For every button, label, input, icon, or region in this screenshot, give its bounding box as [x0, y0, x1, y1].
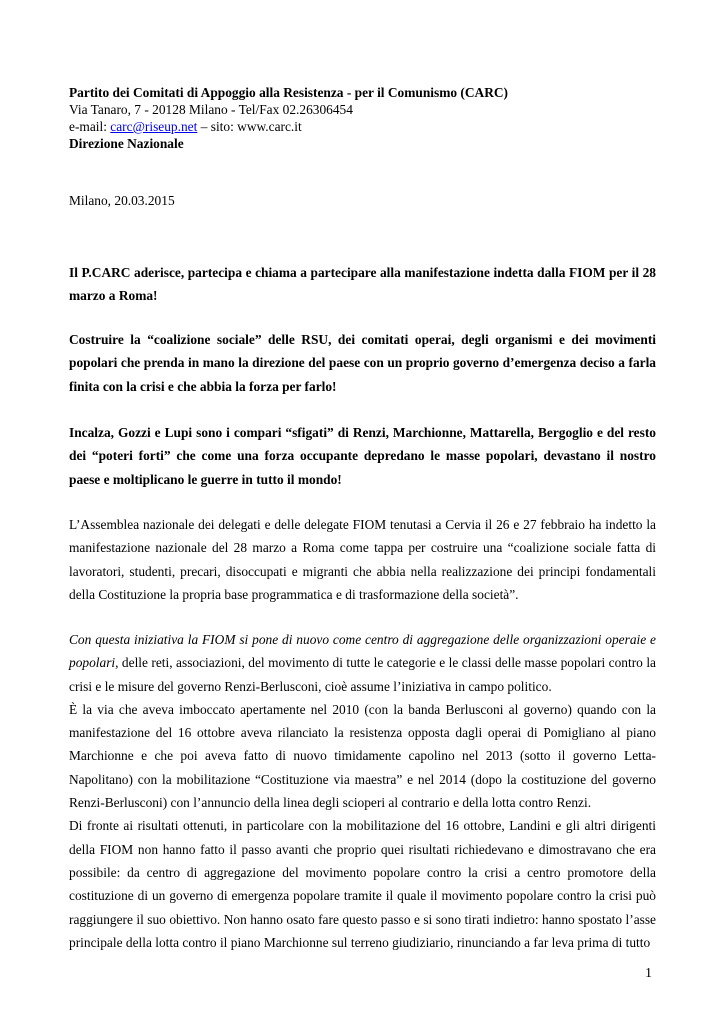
- paragraph-text: L’Assemblea nazionale dei delegati e delle delegate FIOM tenutasi a Cervia il 26 e 27 febbraio ha indetto la manifestazione nazionale del 28 marzo a Roma come tappa per costruire una “coalizione sociale fatta di lavoratori, studenti, precari, disoccupati e migranti che abbia nella realizzazione dei principi fondamentali della Costituzione la propria base programmatica e di trasformazione della società”.: [69, 517, 656, 602]
- email-link[interactable]: carc@riseup.net: [110, 119, 198, 134]
- paragraph-2: [69, 628, 656, 698]
- email-label: e-mail:: [69, 119, 111, 134]
- letterhead: [69, 84, 669, 152]
- paragraph-1: [69, 513, 656, 606]
- page-number: 1: [645, 966, 652, 981]
- organization-name: Partito dei Comitati di Appoggio alla Resistenza - per il Comunismo (CARC): [69, 85, 509, 100]
- paragraph-3: È la via che aveva imboccato apertamente nel 2010 (con la banda Berlusconi al governo) quando con la manifestazione del 16 ottobre aveva rilanciato la resistenza opposta dagli operai di Pomigliano al piano Marchionne e che poi aveva fatto di nuovo timidamente capolino nel 2013 (sotto il governo Letta-Napolitano) con la mobilitazione “Costituzione via maestra” e nel 2014 (dopo la costituzione del governo Renzi-Berlusconi) con l’annuncio della linea degli scioperi al contrario e della lotta contro Renzi.: [69, 701, 656, 811]
- document-date: Milano, 20.03.2015: [69, 193, 175, 208]
- paragraph-4: Di fronte ai risultati ottenuti, in particolare con la mobilitazione del 16 ottobre, Landini e gli altri dirigenti della FIOM non hanno fatto il passo avanti che proprio quei risultati richiedevano e dimostravano che era possibile: da centro di aggregazione del movimento popolare contro la crisi a centro promotore della costituzione di un governo di emergenza popolare tramite il quale il movimento popolare contro la crisi può raggiungere il suo obiettivo. Non hanno osato fare questo passo e si sono tirati indietro: hanno spostato l’asse principale della lotta contro il piano Marchionne sul terreno giudiziario, rinunciando a far leva prima di tutto: [69, 818, 656, 950]
- paragraph-2-italic: Con questa iniziativa la FIOM si pone di nuovo come centro di aggregazione delle organizzazioni operaie e popolari,: [69, 632, 656, 671]
- paragraph-2-rest: delle reti, associazioni, del movimento di tutte le categorie e le classi delle masse popolari contro la crisi e le misure del governo Renzi-Berlusconi, cioè assume l’iniziativa in campo politico.: [69, 655, 656, 694]
- contact-line: [69, 118, 669, 135]
- headline-2: [69, 328, 656, 398]
- headline-3: [69, 421, 656, 491]
- site-text: – sito: www.carc.it: [197, 119, 302, 134]
- headline-1: [69, 261, 656, 308]
- headline-text: Incalza, Gozzi e Lupi sono i compari “sfigati” di Renzi, Marchionne, Mattarella, Bergoglio e del resto dei “poteri forti” che come una forza occupante depredano le masse popolari, devastano il nostro paese e moltiplicano le guerre in tutto il mondo!: [69, 425, 656, 487]
- headline-text: Costruire la “coalizione sociale” delle RSU, dei comitati operai, degli organismi e dei movimenti popolari che prenda in mano la direzione del paese con un proprio governo d’emergenza deciso a farla finita con la crisi e che abbia la forza per farlo!: [69, 332, 656, 394]
- body-paragraphs: [69, 628, 656, 954]
- direzione-nazionale: Direzione Nazionale: [69, 136, 184, 151]
- address-line: Via Tanaro, 7 - 20128 Milano - Tel/Fax 02.26306454: [69, 102, 353, 117]
- headline-text: Il P.CARC aderisce, partecipa e chiama a partecipare alla manifestazione indetta dalla FIOM per il 28 marzo a Roma!: [69, 265, 656, 304]
